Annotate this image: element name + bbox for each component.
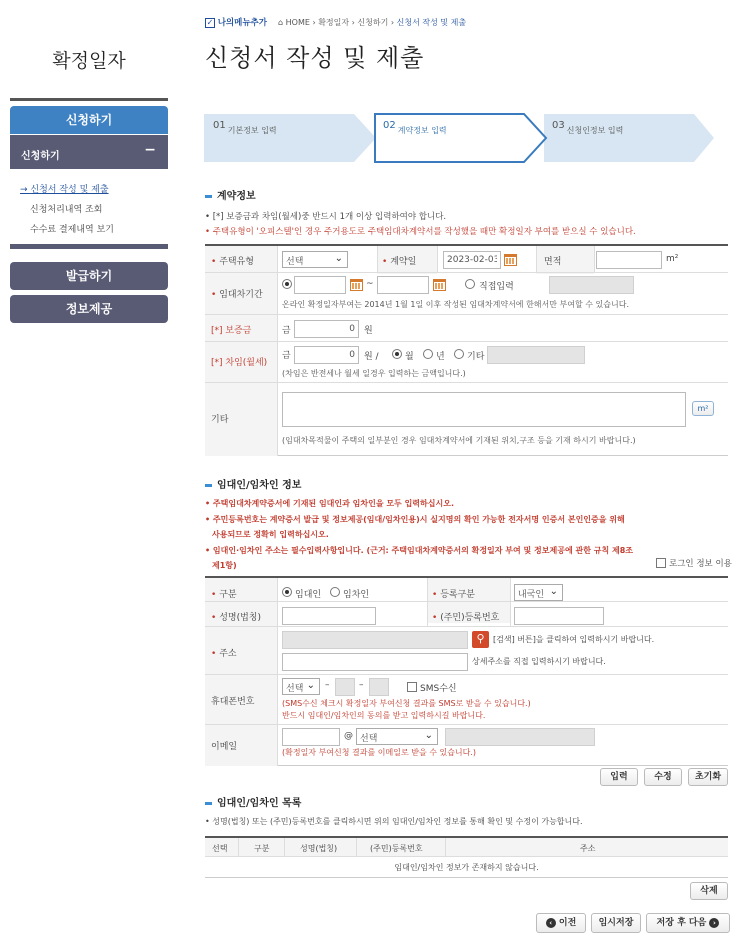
phone-prefix-select[interactable]: 선택 ⌄ (282, 678, 320, 695)
housing-type-label: • 주택유형 (211, 257, 254, 267)
deposit-input[interactable] (294, 320, 359, 338)
section-contract-title: 계약정보 (205, 187, 256, 202)
period-start-input[interactable] (294, 276, 346, 294)
edit-button[interactable]: 수정 (644, 768, 682, 786)
contract-note-1: • [*] 보증금과 차임(월세)중 반드시 1개 이상 입력하여야 합니다. (205, 212, 447, 222)
chevron-down-icon: ⌄ (424, 730, 433, 741)
arrow-right-icon: → (20, 185, 31, 195)
column-header: 주소 (580, 844, 596, 853)
list-note: • 성명(법칭) 또는 (주민)등록번호를 클릭하시면 위의 임대인/임차인 정보를 통해 확인 및 수정이 가능합니다. (205, 817, 583, 826)
step-2: 02 계약정보 입력 (383, 120, 447, 135)
reg-type-select[interactable]: 내국인 ⌄ (514, 584, 563, 601)
step-1: 01 기본정보 입력 (213, 120, 277, 135)
list-empty-message: 임대인/임차인 정보가 존재하지 않습니다. (394, 863, 539, 872)
my-menu-add[interactable]: ✓ 나의메뉴추가 (206, 18, 267, 28)
contract-date-label: • 계약일 (382, 257, 417, 267)
contract-date-input[interactable] (443, 251, 501, 269)
prev-button[interactable]: ‹ 이전 (536, 913, 586, 933)
sidebar-submenu-header[interactable] (10, 135, 168, 169)
rent-note: (차임은 반전세나 월세 일경우 입력하는 금액입니다.) (282, 369, 466, 378)
party-type-label: • 구분 (211, 590, 237, 600)
email-domain-input[interactable] (445, 728, 595, 746)
id-input[interactable] (514, 607, 604, 625)
check-icon: ✓ (206, 18, 214, 27)
m2-button[interactable]: m² (692, 401, 714, 416)
party-note-2a: • 주민등록번호는 계약증서 발급 및 정보제공(임대/임차인용)시 실지명의 확인 가능한 전자서명 인증서 본인인증을 위해 (205, 515, 625, 524)
rent-other-radio[interactable] (454, 349, 464, 359)
phone-middle-input[interactable] (335, 678, 355, 696)
area-label: 면적 (544, 257, 562, 267)
etc-label: 기타 (211, 415, 229, 425)
address-label: • 주소 (211, 649, 237, 659)
rent-input[interactable] (294, 346, 359, 364)
party-note-1: • 주택임대차계약증서에 기재된 임대인과 임차인을 모두 입력하십시오. (205, 499, 454, 508)
sidebar-subitem-active[interactable]: → 신청서 작성 및 제출 (20, 185, 109, 195)
address-input[interactable] (282, 631, 468, 649)
section-list-title: 임대인/임차인 목록 (205, 794, 301, 809)
sidebar-menu-apply[interactable]: 신청하기 (10, 106, 168, 134)
email-domain-select[interactable]: 선택 ⌄ (356, 728, 438, 745)
page-title: 신청서 작성 및 제출 (205, 44, 425, 72)
login-info-checkbox[interactable] (656, 558, 666, 568)
temp-save-button[interactable]: 임시저장 (591, 913, 641, 933)
sidebar-menu-info[interactable]: 정보제공 (10, 295, 168, 323)
etc-textarea[interactable] (282, 392, 686, 427)
reg-type-label: • 등록구분 (432, 590, 475, 600)
party-note-3a: • 임대인·임차인 주소는 필수입력사항입니다. (근거: 주택임대차계약증서의 확정일자 부여 및 정보제공에 관한 규칙 제8조 (205, 546, 633, 555)
chevron-left-icon: ‹ (546, 918, 556, 928)
contract-note-2: • 주택유형이 '오피스텔'인 경우 주거용도로 주택임대차계약서를 작성했을 때만 확정일자 부여를 받으실 수 있습니다. (205, 227, 636, 237)
rent-month-radio[interactable] (392, 349, 402, 359)
step-indicator (204, 112, 716, 164)
period-direct-input[interactable] (549, 276, 634, 294)
email-note: (확정일자 부여신청 결과를 이메일로 받을 수 있습니다.) (282, 748, 477, 757)
reset-button[interactable]: 초기화 (688, 768, 728, 786)
sidebar-title: 확정일자 (52, 50, 126, 72)
address-detail-input[interactable] (282, 653, 468, 671)
phone-note-1: (SMS수신 체크시 확정일자 부여신청 결과를 SMS로 받을 수 있습니다.) (282, 699, 531, 708)
name-input[interactable] (282, 607, 376, 625)
calendar-icon[interactable] (433, 279, 446, 291)
email-label: 이메일 (211, 742, 238, 752)
rent-other-input[interactable] (487, 346, 585, 364)
sidebar-subitem[interactable]: 수수료 결제내역 보기 (30, 225, 114, 235)
save-next-button[interactable]: 저장 후 다음 › (646, 913, 730, 933)
sidebar-divider (10, 98, 168, 101)
sidebar-submenu-label: 신청하기 (21, 151, 60, 162)
sms-label: SMS수신 (420, 684, 457, 694)
phone-note-2: 반드시 임대인/임차인의 동의를 받고 입력하시길 바랍니다. (282, 711, 486, 720)
input-button[interactable]: 입력 (600, 768, 638, 786)
party-note-2b: 사용되므로 정확히 입력하십시오. (212, 530, 329, 539)
section-party-title: 임대인/임차인 정보 (205, 476, 301, 491)
delete-button[interactable]: 삭제 (690, 882, 728, 900)
step-3: 03 신청인정보 입력 (552, 120, 624, 135)
area-unit: m² (666, 254, 679, 264)
housing-type-select[interactable]: 선택 ⌄ (282, 251, 348, 268)
period-end-input[interactable] (377, 276, 429, 294)
breadcrumb: ⌂ HOME › 확정일자 › 신청하기 › 신청서 작성 및 제출 (278, 18, 467, 27)
home-icon: ⌂ (278, 18, 284, 27)
rent-label: [*] 차임(월세) (211, 358, 268, 368)
column-header: 성명(법칭) (300, 844, 338, 853)
chevron-down-icon: ⌄ (306, 680, 315, 691)
login-info-label: 로그인 정보 이용 (669, 559, 732, 569)
period-range-radio[interactable] (282, 279, 292, 289)
direct-input-label: 직접입력 (479, 282, 514, 292)
chevron-down-icon: ⌄ (549, 586, 558, 597)
calendar-icon[interactable] (350, 279, 363, 291)
lessor-radio[interactable] (282, 587, 292, 597)
period-label: • 임대차기간 (211, 290, 263, 300)
deposit-label: [*] 보증금 (211, 326, 252, 336)
search-icon[interactable]: ⚲ (472, 631, 489, 648)
breadcrumb-home[interactable]: HOME (285, 18, 310, 27)
phone-label: 휴대폰번호 (211, 697, 255, 707)
column-header: (주민)등록번호 (370, 844, 423, 853)
column-header: 구분 (254, 844, 270, 853)
address-note-2: 상세주소를 직접 입력하시기 바랍니다. (472, 657, 606, 666)
party-note-3b: 제1항) (212, 561, 237, 570)
lessee-radio[interactable] (330, 587, 340, 597)
chevron-right-icon: › (709, 918, 719, 928)
calendar-icon[interactable] (504, 254, 517, 266)
id-label: • (주민)등록번호 (432, 613, 500, 623)
name-label: • 성명(법칭) (211, 613, 261, 623)
sms-checkbox[interactable] (407, 682, 417, 692)
chevron-down-icon: ⌄ (334, 253, 343, 264)
sidebar-submenu-body (10, 169, 168, 249)
area-input[interactable] (596, 251, 662, 269)
sidebar-menu-issue[interactable]: 발급하기 (10, 262, 168, 290)
etc-note: (임대차목적물이 주택의 일부분인 경우 임대차계약서에 기재된 위치,구조 등을 기재 하시기 바랍니다.) (282, 436, 636, 445)
rent-year-radio[interactable] (423, 349, 433, 359)
collapse-icon[interactable]: − (144, 142, 156, 158)
period-note: 온라인 확정일자부여는 2014년 1월 1일 이후 작성된 임대차계약서에 한해서만 부여할 수 있습니다. (282, 300, 629, 309)
address-note-1: [검색] 버튼]을 클릭하여 입력하시기 바랍니다. (493, 635, 655, 644)
email-id-input[interactable] (282, 728, 340, 746)
phone-last-input[interactable] (369, 678, 389, 696)
period-direct-radio[interactable] (465, 279, 475, 289)
column-header: 선택 (212, 844, 228, 853)
sidebar-subitem[interactable]: 신청처리내역 조회 (30, 205, 103, 215)
